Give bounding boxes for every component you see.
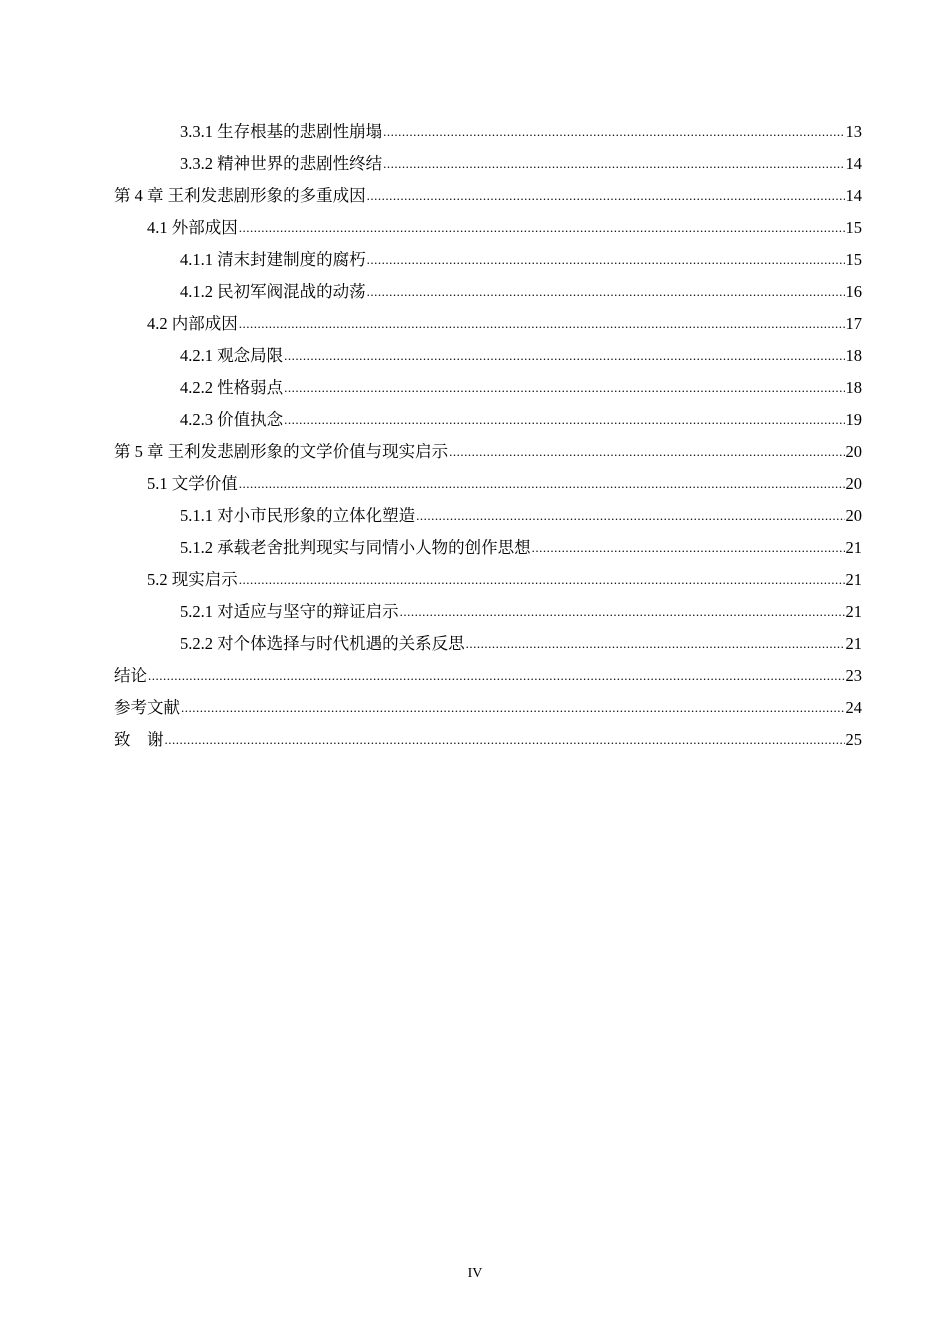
- toc-entry-page: 20: [845, 442, 862, 461]
- toc-entry-label: 4.2.1 观念局限: [180, 346, 284, 365]
- toc-leader-dots: [284, 339, 844, 372]
- toc-entry[interactable]: [114, 148, 862, 180]
- toc-entry[interactable]: [114, 116, 862, 148]
- toc-leader-dots: [367, 179, 845, 212]
- toc-entry-label: 5.2 现实启示: [147, 570, 238, 589]
- toc-entry-label: 3.3.1 生存根基的悲剧性崩塌: [180, 122, 383, 141]
- toc-entry-label: 致 谢: [114, 730, 164, 749]
- toc-leader-dots: [239, 467, 845, 500]
- toc-entry[interactable]: [114, 532, 862, 564]
- toc-entry-page: 25: [845, 730, 862, 749]
- toc-leader-dots: [532, 531, 845, 564]
- toc-entry-label: 4.1 外部成因: [147, 218, 238, 237]
- toc-entry-page: 20: [845, 506, 862, 525]
- toc-entry-label: 5.2.1 对适应与坚守的辩证启示: [180, 602, 399, 621]
- toc-leader-dots: [383, 115, 844, 148]
- toc-entry-label: 4.2 内部成因: [147, 314, 238, 333]
- toc-leader-dots: [416, 499, 844, 532]
- toc-leader-dots: [367, 243, 845, 276]
- toc-entry-page: 19: [845, 410, 862, 429]
- toc-entry-label: 4.1.2 民初军阀混战的动荡: [180, 282, 366, 301]
- toc-entry-label: 4.1.1 清末封建制度的腐朽: [180, 250, 366, 269]
- toc-entry-page: 18: [845, 378, 862, 397]
- toc-leader-dots: [400, 595, 845, 628]
- toc-leader-dots: [284, 403, 844, 436]
- toc-entry-page: 14: [845, 186, 862, 205]
- toc-entry[interactable]: [114, 180, 862, 212]
- toc-entry-page: 21: [845, 634, 862, 653]
- toc-entry-page: 15: [845, 218, 862, 237]
- toc-entry-label: 5.1.1 对小市民形象的立体化塑造: [180, 506, 416, 525]
- toc-entry-label: 第 4 章 王利发悲剧形象的多重成因: [114, 186, 366, 205]
- toc-entry-page: 16: [845, 282, 862, 301]
- toc-entry-label: 3.3.2 精神世界的悲剧性终结: [180, 154, 383, 173]
- toc-entry[interactable]: [114, 692, 862, 724]
- toc-leader-dots: [148, 659, 845, 692]
- toc-entry[interactable]: [114, 404, 862, 436]
- toc-entry[interactable]: [114, 436, 862, 468]
- toc-entry[interactable]: [114, 276, 862, 308]
- toc-leader-dots: [239, 563, 845, 596]
- toc-entry[interactable]: [114, 628, 862, 660]
- toc-entry-label: 第 5 章 王利发悲剧形象的文学价值与现实启示: [114, 442, 449, 461]
- toc-entry[interactable]: [114, 212, 862, 244]
- toc-entry-page: 20: [845, 474, 862, 493]
- toc-entry-label: 5.1 文学价值: [147, 474, 238, 493]
- toc-entry-label: 4.2.3 价值执念: [180, 410, 284, 429]
- toc-entry[interactable]: [114, 244, 862, 276]
- toc-leader-dots: [239, 211, 845, 244]
- toc-entry-page: 17: [845, 314, 862, 333]
- toc-entry-page: 23: [845, 666, 862, 685]
- toc-entry-page: 13: [845, 122, 862, 141]
- toc-entry[interactable]: [114, 308, 862, 340]
- toc-entry-page: 21: [845, 570, 862, 589]
- toc-entry[interactable]: [114, 564, 862, 596]
- toc-leader-dots: [367, 275, 845, 308]
- toc-leader-dots: [239, 307, 845, 340]
- toc-leader-dots: [466, 627, 845, 660]
- toc-leader-dots: [284, 371, 844, 404]
- toc-entry-page: 24: [845, 698, 862, 717]
- toc-leader-dots: [449, 435, 844, 468]
- toc-entry-page: 18: [845, 346, 862, 365]
- toc-leader-dots: [181, 691, 845, 724]
- toc-leader-dots: [165, 723, 845, 756]
- toc-leader-dots: [383, 147, 844, 180]
- toc-entry-page: 21: [845, 602, 862, 621]
- toc-entry-label: 4.2.2 性格弱点: [180, 378, 284, 397]
- table-of-contents: [114, 116, 862, 756]
- toc-entry[interactable]: [114, 372, 862, 404]
- toc-entry-page: 21: [845, 538, 862, 557]
- page-number: IV: [467, 1266, 483, 1281]
- toc-entry-label: 5.2.2 对个体选择与时代机遇的关系反思: [180, 634, 465, 653]
- toc-entry[interactable]: [114, 596, 862, 628]
- toc-entry[interactable]: [114, 340, 862, 372]
- toc-entry[interactable]: [114, 468, 862, 500]
- toc-entry-page: 15: [845, 250, 862, 269]
- toc-entry-page: 14: [845, 154, 862, 173]
- toc-entry-label: 5.1.2 承载老舍批判现实与同情小人物的创作思想: [180, 538, 531, 557]
- toc-entry[interactable]: [114, 500, 862, 532]
- toc-entry-label: 参考文献: [114, 698, 180, 717]
- toc-entry-label: 结论: [114, 666, 147, 685]
- toc-entry[interactable]: [114, 724, 862, 756]
- toc-entry[interactable]: [114, 660, 862, 692]
